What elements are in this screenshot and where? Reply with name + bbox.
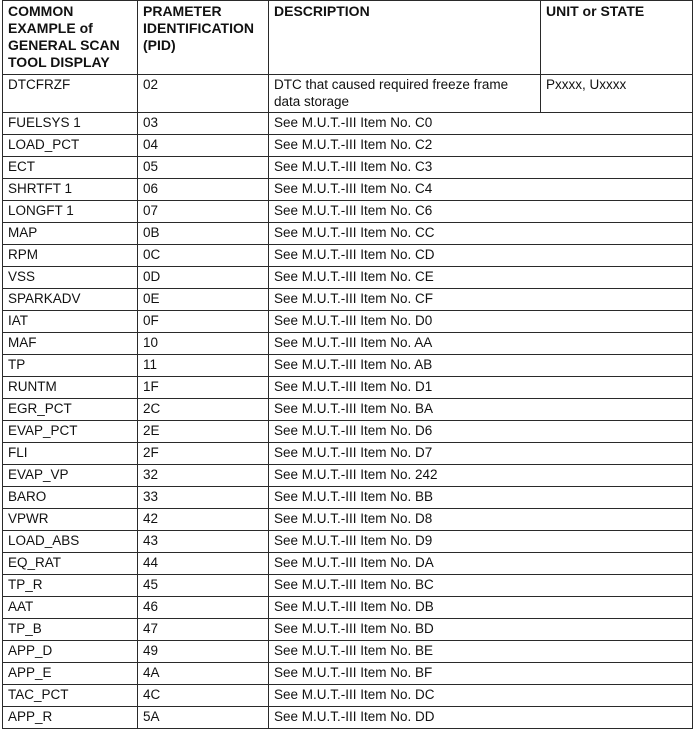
table-row xyxy=(3,465,693,487)
table-row xyxy=(3,575,693,597)
table-row xyxy=(3,75,693,113)
cell-pid: 2C xyxy=(138,399,269,421)
cell-description: See M.U.T.-III Item No. BF xyxy=(269,663,693,685)
cell-description: See M.U.T.-III Item No. CD xyxy=(269,245,693,267)
cell-pid: 2F xyxy=(138,443,269,465)
cell-pid: 4A xyxy=(138,663,269,685)
cell-description: See M.U.T.-III Item No. D9 xyxy=(269,531,693,553)
cell-description: See M.U.T.-III Item No. BE xyxy=(269,641,693,663)
cell-description: See M.U.T.-III Item No. C0 xyxy=(269,113,693,135)
table-row xyxy=(3,399,693,421)
table-row xyxy=(3,619,693,641)
cell-description: See M.U.T.-III Item No. AA xyxy=(269,333,693,355)
cell-display: SPARKADV xyxy=(3,289,138,311)
cell-pid: 4C xyxy=(138,685,269,707)
table-row xyxy=(3,707,693,729)
table-row xyxy=(3,553,693,575)
cell-pid: 02 xyxy=(138,75,269,113)
cell-pid: 43 xyxy=(138,531,269,553)
cell-display: MAP xyxy=(3,223,138,245)
table-row xyxy=(3,377,693,399)
cell-pid: 07 xyxy=(138,201,269,223)
cell-display: EQ_RAT xyxy=(3,553,138,575)
cell-pid: 11 xyxy=(138,355,269,377)
header-scan-tool-display: COMMON EXAMPLE of GENERAL SCAN TOOL DISPLAY xyxy=(3,1,138,75)
cell-display: APP_D xyxy=(3,641,138,663)
cell-display: FUELSYS 1 xyxy=(3,113,138,135)
cell-pid: 47 xyxy=(138,619,269,641)
table-row xyxy=(3,113,693,135)
cell-description: See M.U.T.-III Item No. BC xyxy=(269,575,693,597)
cell-display: LONGFT 1 xyxy=(3,201,138,223)
cell-description: See M.U.T.-III Item No. D0 xyxy=(269,311,693,333)
table-row xyxy=(3,597,693,619)
cell-unit: Pxxxx, Uxxxx xyxy=(541,75,693,113)
table-row xyxy=(3,421,693,443)
cell-pid: 04 xyxy=(138,135,269,157)
cell-display: AAT xyxy=(3,597,138,619)
cell-pid: 2E xyxy=(138,421,269,443)
cell-description: See M.U.T.-III Item No. BB xyxy=(269,487,693,509)
table-row xyxy=(3,245,693,267)
table-row xyxy=(3,641,693,663)
table-row xyxy=(3,509,693,531)
table-row xyxy=(3,289,693,311)
cell-display: VPWR xyxy=(3,509,138,531)
cell-description: See M.U.T.-III Item No. C2 xyxy=(269,135,693,157)
table-row xyxy=(3,135,693,157)
table-body xyxy=(3,75,693,729)
cell-pid: 42 xyxy=(138,509,269,531)
cell-display: FLI xyxy=(3,443,138,465)
cell-description: See M.U.T.-III Item No. CF xyxy=(269,289,693,311)
cell-description: See M.U.T.-III Item No. D6 xyxy=(269,421,693,443)
cell-display: RUNTM xyxy=(3,377,138,399)
cell-description: See M.U.T.-III Item No. C6 xyxy=(269,201,693,223)
table-header-row xyxy=(3,1,693,75)
cell-description: See M.U.T.-III Item No. D8 xyxy=(269,509,693,531)
cell-display: IAT xyxy=(3,311,138,333)
header-description: DESCRIPTION xyxy=(269,1,541,75)
cell-description: See M.U.T.-III Item No. CE xyxy=(269,267,693,289)
cell-pid: 0B xyxy=(138,223,269,245)
table-row xyxy=(3,443,693,465)
cell-pid: 05 xyxy=(138,157,269,179)
table-row xyxy=(3,487,693,509)
cell-pid: 10 xyxy=(138,333,269,355)
cell-pid: 0F xyxy=(138,311,269,333)
cell-display: RPM xyxy=(3,245,138,267)
cell-display: LOAD_ABS xyxy=(3,531,138,553)
cell-description: See M.U.T.-III Item No. C3 xyxy=(269,157,693,179)
cell-description: See M.U.T.-III Item No. DA xyxy=(269,553,693,575)
table-row xyxy=(3,311,693,333)
cell-display: VSS xyxy=(3,267,138,289)
cell-display: MAF xyxy=(3,333,138,355)
cell-pid: 33 xyxy=(138,487,269,509)
cell-display: EVAP_PCT xyxy=(3,421,138,443)
table-row xyxy=(3,157,693,179)
cell-display: LOAD_PCT xyxy=(3,135,138,157)
cell-display: TAC_PCT xyxy=(3,685,138,707)
cell-pid: 5A xyxy=(138,707,269,729)
cell-description: See M.U.T.-III Item No. D7 xyxy=(269,443,693,465)
cell-description: See M.U.T.-III Item No. DC xyxy=(269,685,693,707)
cell-display: TP_R xyxy=(3,575,138,597)
header-unit-or-state: UNIT or STATE xyxy=(541,1,693,75)
cell-display: BARO xyxy=(3,487,138,509)
cell-pid: 06 xyxy=(138,179,269,201)
cell-pid: 46 xyxy=(138,597,269,619)
cell-display: DTCFRZF xyxy=(3,75,138,113)
cell-display: EGR_PCT xyxy=(3,399,138,421)
table-row xyxy=(3,201,693,223)
cell-pid: 49 xyxy=(138,641,269,663)
table-row xyxy=(3,685,693,707)
cell-display: TP xyxy=(3,355,138,377)
cell-pid: 1F xyxy=(138,377,269,399)
cell-description: See M.U.T.-III Item No. DB xyxy=(269,597,693,619)
cell-pid: 0C xyxy=(138,245,269,267)
cell-description: See M.U.T.-III Item No. BA xyxy=(269,399,693,421)
cell-description: See M.U.T.-III Item No. D1 xyxy=(269,377,693,399)
cell-pid: 45 xyxy=(138,575,269,597)
table-row xyxy=(3,663,693,685)
cell-pid: 0D xyxy=(138,267,269,289)
table-row xyxy=(3,333,693,355)
cell-display: TP_B xyxy=(3,619,138,641)
pid-table xyxy=(2,0,693,729)
table-row xyxy=(3,267,693,289)
cell-description: See M.U.T.-III Item No. C4 xyxy=(269,179,693,201)
cell-pid: 44 xyxy=(138,553,269,575)
table-row xyxy=(3,179,693,201)
header-pid: PRAMETER IDENTIFICATION (PID) xyxy=(138,1,269,75)
cell-description: DTC that caused required freeze frame data storage xyxy=(269,75,541,113)
cell-display: ECT xyxy=(3,157,138,179)
cell-display: SHRTFT 1 xyxy=(3,179,138,201)
cell-pid: 0E xyxy=(138,289,269,311)
cell-description: See M.U.T.-III Item No. DD xyxy=(269,707,693,729)
table-row xyxy=(3,223,693,245)
cell-description: See M.U.T.-III Item No. BD xyxy=(269,619,693,641)
table-row xyxy=(3,531,693,553)
table-row xyxy=(3,355,693,377)
cell-display: APP_E xyxy=(3,663,138,685)
cell-display: APP_R xyxy=(3,707,138,729)
cell-description: See M.U.T.-III Item No. CC xyxy=(269,223,693,245)
cell-display: EVAP_VP xyxy=(3,465,138,487)
cell-pid: 03 xyxy=(138,113,269,135)
cell-description: See M.U.T.-III Item No. 242 xyxy=(269,465,693,487)
cell-description: See M.U.T.-III Item No. AB xyxy=(269,355,693,377)
cell-pid: 32 xyxy=(138,465,269,487)
